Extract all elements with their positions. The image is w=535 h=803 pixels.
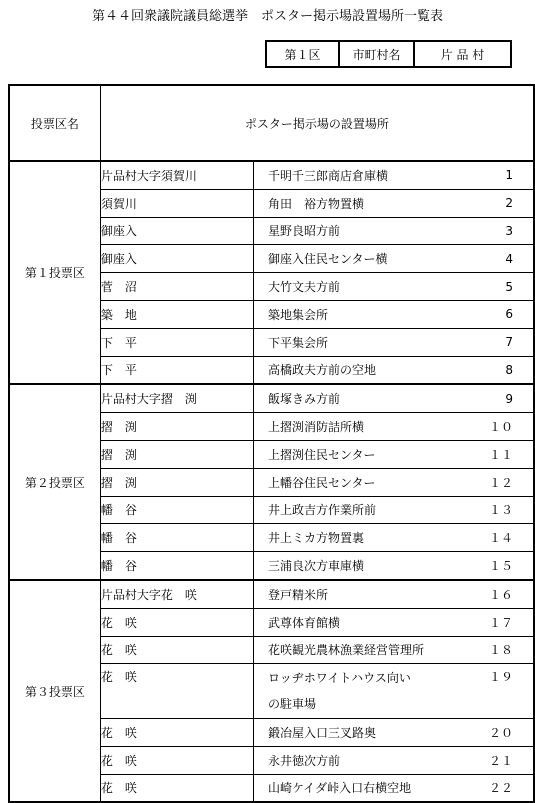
page-title: 第４４回衆議院議員総選挙 ポスター掲示場設置場所一覧表 <box>91 9 443 24</box>
location-area: 花 咲 <box>100 746 253 774</box>
location-place: 飯塚きみ方前 <box>254 384 439 412</box>
location-place: 鍛冶屋入口三叉路奥 <box>254 718 439 746</box>
location-number: １８ <box>439 636 534 664</box>
location-place: 築地集会所 <box>254 300 439 328</box>
table-row <box>9 161 534 189</box>
location-place: 上摺渕消防詰所横 <box>254 413 439 441</box>
location-area: 築 地 <box>100 300 253 328</box>
voting-district-name: 第１投票区 <box>9 161 100 384</box>
location-number: 8 <box>439 356 534 384</box>
location-place: 井上ミカ方物置裏 <box>254 524 439 552</box>
location-area: 幡 谷 <box>100 552 253 580</box>
district-info-table <box>265 40 512 68</box>
location-area: 幡 谷 <box>100 524 253 552</box>
location-place: 井上政吉方作業所前 <box>254 496 439 524</box>
location-number: １５ <box>439 552 534 580</box>
table-row <box>9 580 534 608</box>
header-poster-location: ポスター掲示場の設置場所 <box>100 85 534 161</box>
location-number: １６ <box>439 580 534 608</box>
location-area: 摺 渕 <box>100 413 253 441</box>
location-place: 高橋政夫方前の空地 <box>254 356 439 384</box>
location-area: 花 咲 <box>100 664 253 719</box>
voting-district-name: 第３投票区 <box>9 580 100 802</box>
district-city-name: 片 品 村 <box>414 41 511 67</box>
header-voting-district: 投票区名 <box>9 85 100 161</box>
location-place: 武尊体育館横 <box>254 608 439 636</box>
location-place: 三浦良次方車庫横 <box>254 552 439 580</box>
location-number: 5 <box>439 273 534 301</box>
table-row <box>9 384 534 412</box>
table-header-row <box>9 85 534 161</box>
location-area: 御座入 <box>100 217 253 245</box>
location-number: １１ <box>439 440 534 468</box>
location-area: 幡 谷 <box>100 496 253 524</box>
poster-location-table <box>8 84 535 803</box>
location-place: 角田 裕方物置横 <box>254 189 439 217</box>
location-number: ２２ <box>439 774 534 802</box>
location-area: 花 咲 <box>100 774 253 802</box>
location-number: １９ <box>439 664 534 719</box>
location-place <box>254 664 439 719</box>
location-place-line: ロッヂホワイトハウス向い <box>268 671 411 686</box>
location-number: ２０ <box>439 718 534 746</box>
district-ward: 第１区 <box>266 41 339 67</box>
location-area: 片品村大字摺 渕 <box>100 384 253 412</box>
location-number: 1 <box>439 161 534 189</box>
location-area: 御座入 <box>100 245 253 273</box>
location-number: １２ <box>439 468 534 496</box>
location-area: 花 咲 <box>100 636 253 664</box>
location-number: 2 <box>439 189 534 217</box>
location-area: 須賀川 <box>100 189 253 217</box>
location-area: 片品村大字須賀川 <box>100 161 253 189</box>
location-place: 登戸精米所 <box>254 580 439 608</box>
location-place: 下平集会所 <box>254 328 439 356</box>
location-place: 千明千三郎商店倉庫横 <box>254 161 439 189</box>
location-place: 山崎ケイダ峠入口右横空地 <box>254 774 439 802</box>
location-number: 7 <box>439 328 534 356</box>
location-area: 摺 渕 <box>100 468 253 496</box>
location-place: 上摺渕住民センター <box>254 440 439 468</box>
location-number: 4 <box>439 245 534 273</box>
location-area: 花 咲 <box>100 718 253 746</box>
location-area: 片品村大字花 咲 <box>100 580 253 608</box>
location-number: １７ <box>439 608 534 636</box>
location-area: 菅 沼 <box>100 273 253 301</box>
location-number: １０ <box>439 413 534 441</box>
location-number: １４ <box>439 524 534 552</box>
location-number: 3 <box>439 217 534 245</box>
location-place-line: の駐車場 <box>268 697 317 712</box>
voting-district-name: 第２投票区 <box>9 384 100 580</box>
location-number: 6 <box>439 300 534 328</box>
location-place: 上幡谷住民センター <box>254 468 439 496</box>
location-area: 花 咲 <box>100 608 253 636</box>
location-number: ２１ <box>439 746 534 774</box>
district-city-label: 市町村名 <box>339 41 414 67</box>
location-place: 永井徳次方前 <box>254 746 439 774</box>
location-place: 星野良昭方前 <box>254 217 439 245</box>
location-number: １３ <box>439 496 534 524</box>
location-number: 9 <box>439 384 534 412</box>
location-area: 下 平 <box>100 328 253 356</box>
location-place: 花咲観光農林漁業経営管理所 <box>254 636 439 664</box>
location-area: 下 平 <box>100 356 253 384</box>
location-area: 摺 渕 <box>100 440 253 468</box>
location-place: 大竹文夫方前 <box>254 273 439 301</box>
location-place: 御座入住民センター横 <box>254 245 439 273</box>
